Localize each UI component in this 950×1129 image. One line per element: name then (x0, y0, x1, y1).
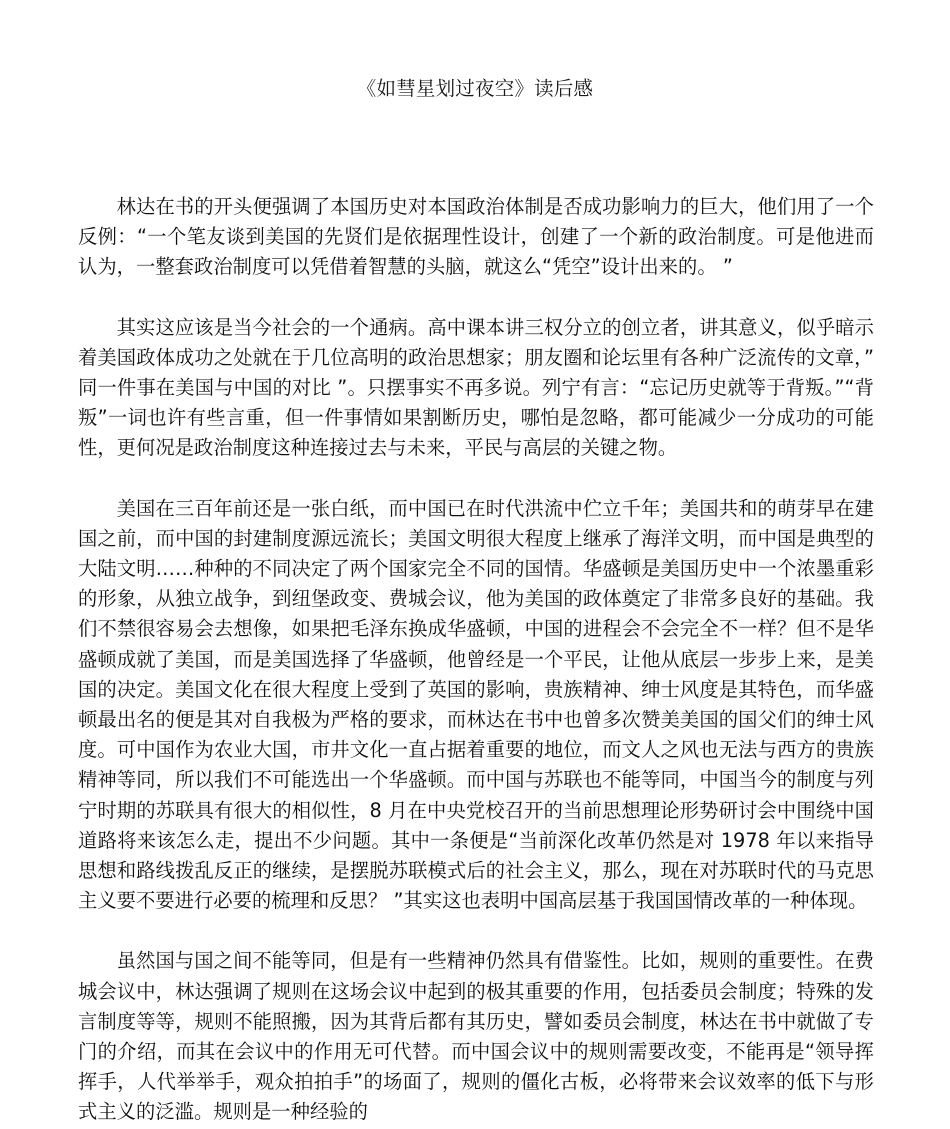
paragraph: 美国在三百年前还是一张白纸，而中国已在时代洪流中伫立千年；美国共和的萌芽早在建国之前，而中国的封建制度源远流长；美国文明很大程度上继承了海洋文明，而中国是典型的大陆文明……种种的不同决定了两个国家完全不同的国情。华盛顿是美国历史中一个浓墨重彩的形象，从独立战争，到纽堡政变、费城会议，他为美国的政体奠定了非常多良好的基础。我们不禁很容易会去想像，如果把毛泽东换成华盛顿，中国的进程会不会完全不一样？但不是华盛顿成就了美国，而是美国选择了华盛顿，他曾经是一个平民，让他从底层一步步上来，是美国的决定。美国文化在很大程度上受到了英国的影响，贵族精神、绅士风度是其特色，而华盛顿最出名的便是其对自我极为严格的要求，而林达在书中也曾多次赞美美国的国父们的绅士风度。可中国作为农业大国，市井文化一直占据着重要的地位，而文人之风也无法与西方的贵族精神等同，所以我们不可能选出一个华盛顿。而中国与苏联也不能等同，中国当今的制度与列宁时期的苏联具有很大的相似性，8 月在中央党校召开的当前思想理论形势研讨会中围绕中国道路将来该怎么走，提出不少问题。其中一条便是“当前深化改革仍然是对 1978 年以来指导思想和路线拨乱反正的继续，是摆脱苏联模式后的社会主义，那么，现在对苏联时代的马克思主义要不要进行必要的梳理和反思？ ”其实这也表明中国高层基于我国国情改革的一种体现。 (78, 496, 874, 913)
document-body (78, 192, 874, 1128)
paragraph: 虽然国与国之间不能等同，但是有一些精神仍然具有借鉴性。比如，规则的重要性。在费城会议中，林达强调了规则在这场会议中起到的极其重要的作用，包括委员会制度；特殊的发言制度等等，规则不能照搬，因为其背后都有其历史，譬如委员会制度，林达在书中就做了专门的介绍，而其在会议中的作用无可代替。而中国会议中的规则需要改变，不能再是“领导挥挥手，人代举举手，观众拍拍手”的场面了，规则的僵化古板，必将带来会议效率的低下与形式主义的泛滥。规则是一种经验的 (78, 949, 874, 1124)
paragraph: 其实这应该是当今社会的一个通病。高中课本讲三权分立的创立者，讲其意义，似乎暗示着美国政体成功之处就在于几位高明的政治思想家；朋友圈和论坛里有各种广泛流传的文章，” 同一件事在美国与中国的对比 ”。只摆事实不再多说。列宁有言：“忘记历史就等于背叛。”“背叛”一词也许有些言重，但一件事情如果割断历史，哪怕是忽略，都可能减少一分成功的可能性，更何况是政治制度这种连接过去与未来，平民与高层的关键之物。 (78, 315, 874, 460)
page-title: 《如彗星划过夜空》读后感 (356, 77, 594, 100)
paragraph: 林达在书的开头便强调了本国历史对本国政治体制是否成功影响力的巨大，他们用了一个反例：“一个笔友谈到美国的先贤们是依据理性设计，创建了一个新的政治制度。可是他进而认为，一整套政治制度可以凭借着智慧的头脑，就这么“凭空”设计出来的。 ” (78, 195, 874, 279)
